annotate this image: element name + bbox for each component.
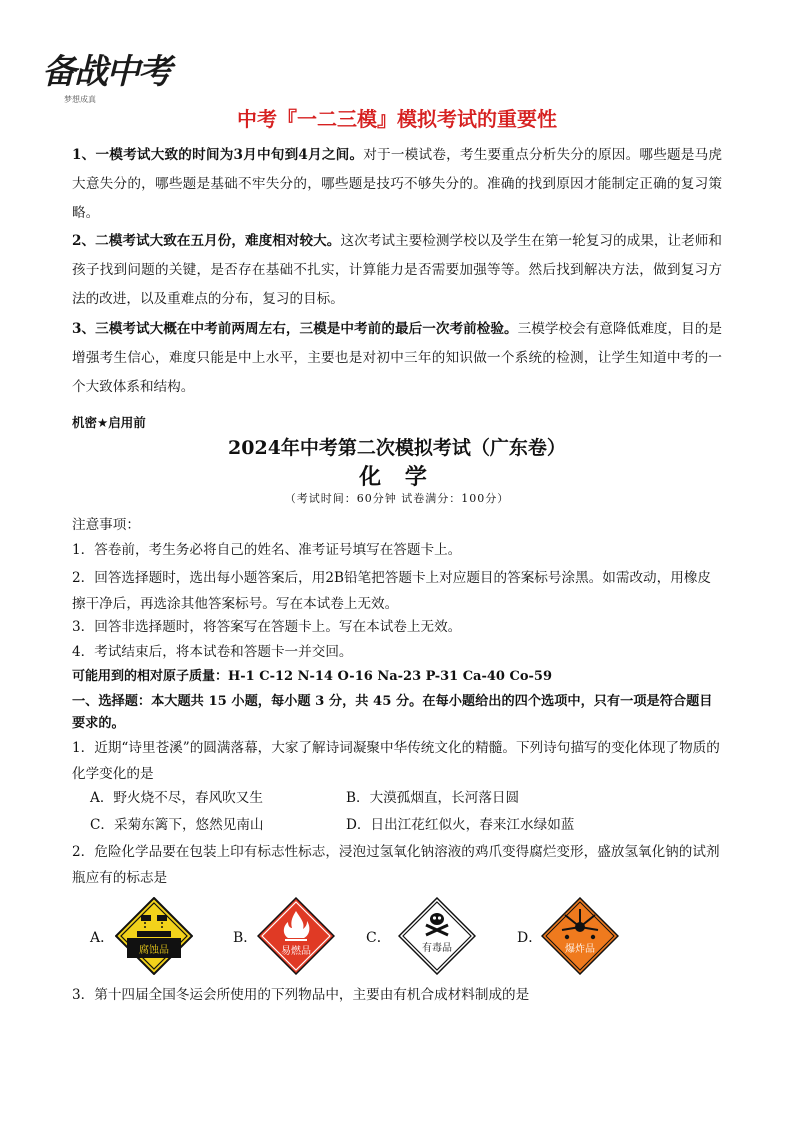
intro-body: 对于一模试卷，考生要重点分析失分的原因。哪些题是马虎大意失分的，哪些题是基础不牢失分的，哪些题是技巧不够失分的。准确的找到原因才能制定正确的复习策略。 [72, 147, 723, 221]
question-1-stem: 1．近期“诗里苍溪”的圆满落幕，大家了解诗词凝聚中华传统文化的精髓。下列诗句描写的变化体现了物质的化学变化的是 [72, 740, 720, 782]
logo-text: 备战中考 [42, 52, 170, 92]
intro-paragraph-1 [72, 141, 722, 228]
explosive-sign-icon[interactable] [541, 897, 619, 975]
q2-option-d-label[interactable]: D． [517, 930, 543, 946]
question-3-stem: 3．第十四届全国冬运会所使用的下列物品中，主要由有机合成材料制成的是 [72, 987, 530, 1003]
intro-body: 这次考试主要检测学校以及学生在第一轮复习的成果，让老师和孩子找到问题的关键，是否存在基础不扎实，计算能力是否需要加强等等。然后找到解决方法，做到复习方法的改进，以及重难点的分布，复习的目标。 [72, 233, 722, 307]
logo-subtext: 梦想成真 [64, 95, 96, 104]
atomic-masses: 可能用到的相对原子质量：H-1 C-12 N-14 O-16 Na-23 P-31 Ca-40 Co-59 [72, 669, 552, 684]
notes-title: 注意事项： [72, 517, 140, 533]
corrosive-sign-icon[interactable] [115, 897, 193, 975]
sign-label: 有毒品 [422, 943, 452, 954]
secret-label: 机密★启用前 [72, 415, 146, 430]
flammable-sign-icon[interactable] [257, 897, 335, 975]
sign-label: 易燃品 [281, 946, 311, 957]
intro-paragraph-2 [72, 227, 722, 314]
note-item: 3．回答非选择题时，将答案写在答题卡上。写在本试卷上无效。 [72, 619, 462, 635]
brand-logo [42, 50, 192, 108]
intro-lead: 1、一模考试大致的时间为3月中旬到4月之间。 [72, 147, 364, 163]
question-2-stem: 2．危险化学品要在包装上印有标志性标志，浸泡过氢氧化钠溶液的鸡爪变得腐烂变形，盛放氢氧化钠的试剂瓶应有的标志是 [72, 844, 720, 886]
q1-option-a[interactable]: A．野火烧不尽，春风吹又生 [90, 790, 263, 806]
q1-option-c[interactable]: C．采菊东篱下，悠然见南山 [90, 817, 264, 833]
intro-body: 三模学校会有意降低难度，目的是增强考生信心，难度只能是中上水平，主要也是对初中三年的知识做一个系统的检测，让学生知道中考的一个大致体系和结构。 [72, 321, 722, 395]
note-item: 1．答卷前，考生务必将自己的姓名、准考证号填写在答题卡上。 [72, 542, 462, 558]
exam-time: （考试时间：60分钟 试卷满分：100分） [284, 492, 510, 505]
q2-option-a-label[interactable]: A． [90, 930, 115, 946]
note-item: 2．回答选择题时，选出每小题答案后，用2B铅笔把答题卡上对应题目的答案标号涂黑。如需改动，用橡皮擦干净后，再选涂其他答案标号。写在本试卷上无效。 [72, 570, 712, 612]
q2-option-b-label[interactable]: B． [233, 930, 258, 946]
subject-title: 化 学 [359, 464, 435, 490]
sign-label: 腐蚀品 [139, 945, 169, 956]
q1-option-d[interactable]: D．日出江花红似火，春来江水绿如蓝 [346, 817, 575, 833]
q1-option-b[interactable]: B．大漠孤烟直，长河落日圆 [346, 790, 520, 806]
q2-option-c-label[interactable]: C． [366, 930, 391, 946]
page-title: 中考『一二三模』模拟考试的重要性 [237, 107, 557, 131]
intro-paragraph-3 [72, 315, 722, 402]
intro-lead: 3、三模考试大概在中考前两周左右，三模是中考前的最后一次考前检验。 [72, 321, 518, 337]
note-item: 4．考试结束后，将本试卷和答题卡一并交回。 [72, 644, 353, 660]
sign-label: 爆炸品 [565, 944, 595, 955]
exam-title: 2024年中考第二次模拟考试（广东卷） [228, 437, 566, 459]
toxic-sign-icon[interactable] [398, 897, 476, 975]
section-heading: 一、选择题：本大题共 15 小题，每小题 3 分，共 45 分。在每小题给出的四个选项中，只有一项是符合题目要求的。 [72, 694, 713, 731]
intro-lead: 2、二模考试大致在五月份，难度相对较大。 [72, 233, 341, 249]
